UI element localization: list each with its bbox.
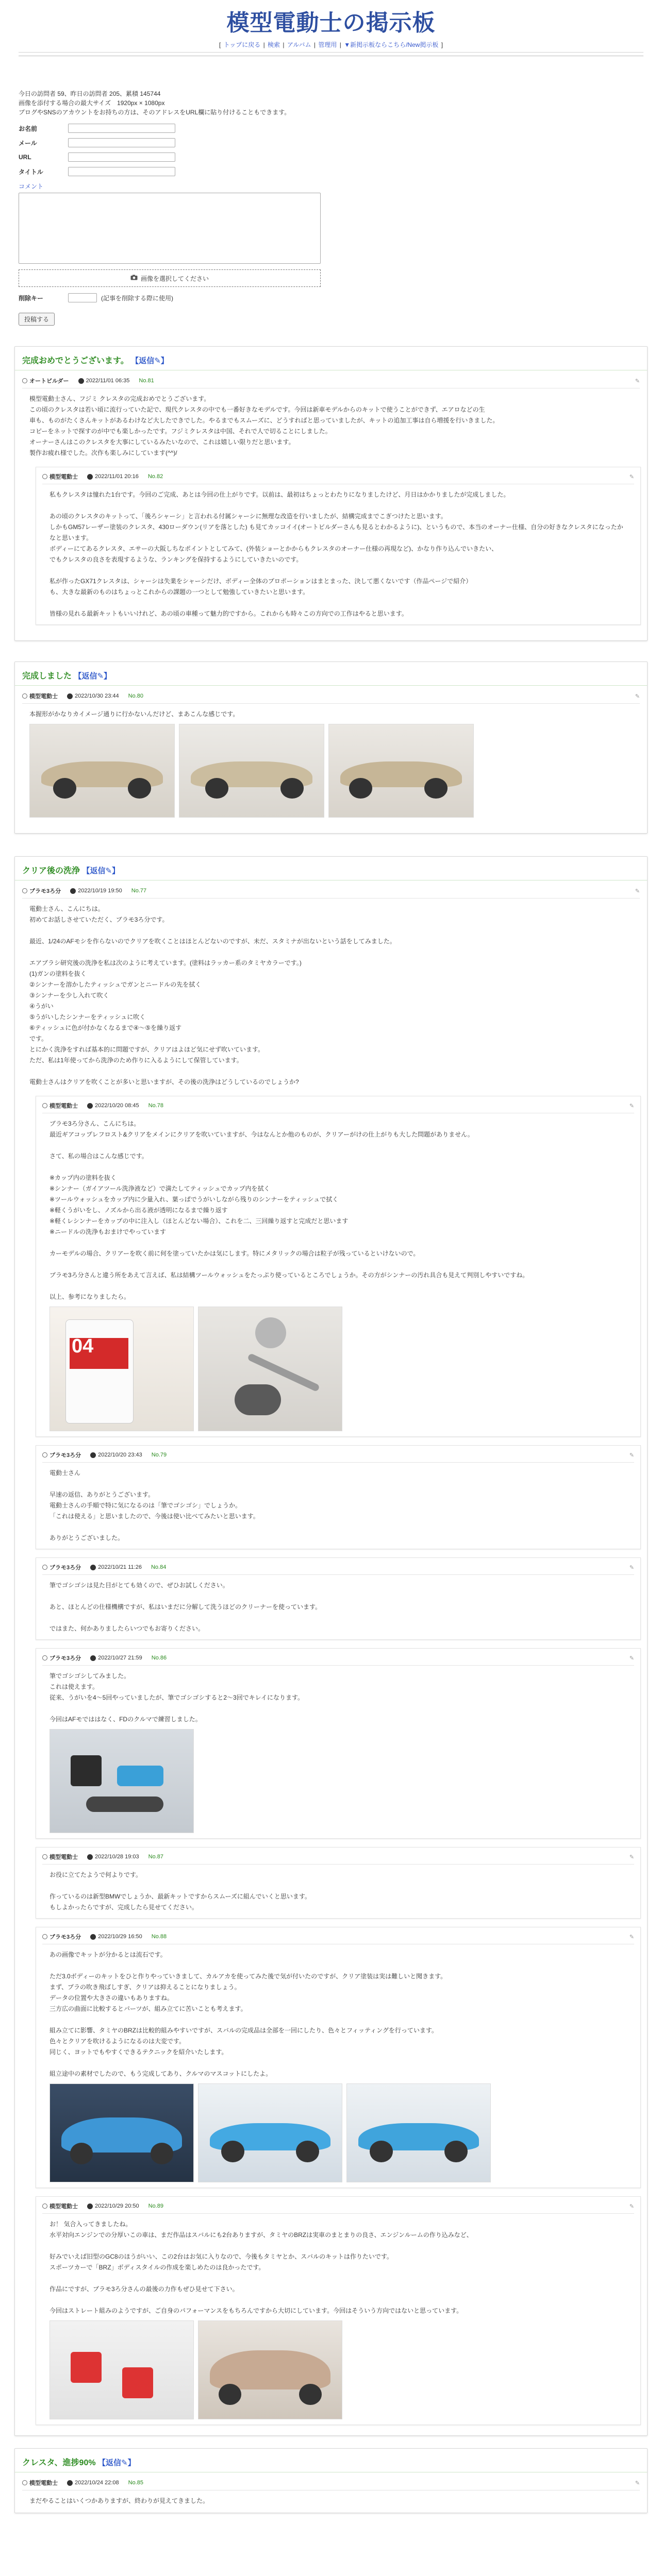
post [22, 692, 640, 818]
url-input[interactable] [68, 152, 175, 162]
submit-button[interactable]: 投稿する [19, 313, 55, 326]
clock-icon [70, 888, 76, 894]
post-line: 従来、うがいを4〜5回やっていましたが、筆でゴシゴシすると2〜3回でキレイになります。 [49, 1694, 304, 1701]
post-line: さて、私の場合はこんな感じです。 [49, 1153, 148, 1160]
mail-row [19, 137, 643, 149]
nav-bracket-open: [ [219, 41, 221, 48]
person-icon [42, 1452, 47, 1458]
post-line: 今回はAFモでははなく、FDのクルマで練習しました。 [49, 1716, 202, 1723]
tool-wash-photo[interactable]: 04 [49, 1307, 194, 1431]
name-input[interactable] [68, 124, 175, 133]
reply-link[interactable]: 【返信✎】 [74, 672, 112, 681]
nav-sep: | [283, 41, 285, 48]
thread [14, 856, 648, 2436]
post [42, 1853, 634, 1913]
post-meta [42, 2202, 634, 2214]
post-line: 「これは使える」と思いましたので、今後は使い比べてみたいと思います。 [49, 1513, 259, 1520]
post-line: もしよかったらですが、完成したら見せてください。 [49, 1904, 198, 1911]
intro-line-sns: ブログやSNSのアカウントをお持ちの方は、そのアドレスをURL欄に貼り付けることもできます。 [19, 109, 291, 116]
thread-header [15, 2449, 647, 2472]
post-line: この頃のクレスタは若い頃に流行っていた記で、現代クレスタの中でも一番好きなモデルです。今回は新車モデルからのキットで使うことができず、エアロなどの生 [29, 406, 485, 413]
intro-line-visitors: 今日の訪問者 59、昨日の訪問者 205、累積 145744 [19, 90, 161, 97]
reply [36, 2196, 641, 2425]
car-photo[interactable] [328, 724, 474, 818]
post-line: ボディーにてあるクレスタ、エサーの大阪しちなポイントとしてみて、(外装ショーとかからもクレスタのオーナー仕様の再現など)、かなり作り込んでいきたい、 [49, 545, 498, 552]
post-date: 2022/10/24 22:08 [75, 2480, 119, 2486]
post [22, 2479, 640, 2506]
post-meta [22, 692, 640, 704]
thread-header [15, 857, 647, 880]
post-line: でもクレスタの良さを表現するような、ランキングを保持するようにしていきたいのです。 [49, 556, 303, 563]
person-icon [42, 1103, 47, 1108]
post-line: エアブラシ研究後の洗浄を私は次のように考えています。(塗料はラッカー系のタミヤカラーです。) [29, 959, 302, 967]
post-line: 車も、ものがたくさんキットがあるわけなど大したできでした。やるまでもスムーズに、どうすればと思っていましたが、キットの追加工事は自ら増援を行いきました。 [29, 417, 499, 424]
post-number: No.84 [151, 1564, 167, 1570]
post-line: 三方広の曲面に比較するとパーツが、組み立てに苦いことも考えます。 [49, 2005, 247, 2012]
post-line: しかもGM57レーザー塗装のクレスタ、430ローダウン(リアを落とした) も見てカッコイイ(オートビルダーさんも見るとわかるように)、というもので、本当のオーナー仕様、自分の好きなクレスタになったかなと思います。 [49, 523, 623, 541]
post-line: とにかく洗浄をすれば基本的に問題ですが、クリアはよほど気にせず吹いています。 [29, 1046, 264, 1053]
post-line: ※カップ内の塗料を抜く [49, 1174, 117, 1181]
post-author: 模型電動士 [29, 2480, 58, 2486]
nav-sep: | [313, 41, 316, 48]
post-date: 2022/11/01 20:16 [95, 473, 139, 480]
clock-icon [90, 1565, 96, 1570]
post-line: ②シンナーを溶かしたティッシュでガンとニードルの先を拭く [29, 981, 202, 988]
post-line: 模型電動士さん、フジミ クレスタの完成おめでとうございます。 [29, 395, 210, 402]
post-meta [42, 1563, 634, 1575]
post-line: お役に立てたようで何よりです。 [49, 1871, 142, 1878]
person-icon [42, 1565, 47, 1570]
edit-icon[interactable]: ✎ [635, 378, 640, 384]
post-line: 今回はストレート組みのようですが、ご自身のパフォーマンスをもちろんですから大切にしています。今回はそういう方向ではないと思っています。 [49, 2307, 463, 2314]
post-line: これは使えます。 [49, 1683, 99, 1690]
reply [36, 1557, 641, 1640]
post-body [22, 2490, 640, 2506]
post-line: あの画像でキットが分かるとは流石です。 [49, 1951, 167, 1958]
title-label: タイトル [19, 168, 43, 176]
post-line: ※軽くうがいをし、ノズルから出る液が透明になるまで繰り返す [49, 1207, 228, 1214]
post-line: ありがとうございました。 [49, 1534, 124, 1541]
post [42, 1654, 634, 1833]
person-icon [42, 1655, 47, 1660]
post-line: 作品にですが、ブラモ3ろ分さんの最後の力作もぜひ見せて下さい。 [49, 2285, 239, 2293]
post-meta [42, 1933, 634, 1944]
thread [14, 662, 648, 834]
thread-title: クリア後の洗浄 [22, 867, 80, 875]
url-row [19, 151, 643, 163]
delete-key-row [19, 293, 643, 302]
post-body [42, 1463, 634, 1544]
reply [36, 1096, 641, 1437]
post-meta [42, 1853, 634, 1865]
post-line: 製作お疲れ様でした。次作も楽しみにしています(^^)/ [29, 449, 177, 456]
clock-icon [90, 1655, 96, 1661]
car-photo[interactable] [346, 2083, 491, 2182]
reply [36, 1927, 641, 2188]
edit-icon[interactable]: ✎ [629, 1564, 634, 1571]
post-meta [22, 2479, 640, 2490]
post-line: カーモデルの場合、クリアーを吹く前に何を塗っていたかは気にします。特にメタリックの場合は粒子が残っているといけないので。 [49, 1250, 420, 1257]
post-author: 模型電動士 [49, 1854, 78, 1860]
post-body [42, 1575, 634, 1634]
nav-search-link[interactable]: 検索 [268, 41, 280, 48]
post-line: 水平対向エンジンでの分厚いこの車は、まだ作品はスバルにも2台ありますが、タミヤのBRZは実車のまとまりの良さ、エンジンルームの作り込みなど、 [49, 2231, 473, 2239]
person-icon [42, 2204, 47, 2209]
thread-title: クレスタ、進捗90% [22, 2459, 96, 2467]
post-date: 2022/10/19 19:50 [78, 888, 122, 894]
thread-header [15, 662, 647, 686]
post-body [42, 1865, 634, 1913]
edit-icon[interactable]: ✎ [629, 473, 634, 480]
nav-bracket-close: ] [441, 41, 443, 48]
post-line: 組立途中の素材でしたので、もう完成してあり、クルマのマスコットにしたよ。 [49, 2070, 272, 2077]
post-line: ただ、私は1年使ってから洗浄のため作りに入るようにして保管しています。 [29, 1057, 243, 1064]
edit-icon[interactable]: ✎ [629, 1103, 634, 1109]
post-line: 私もクレスタは憧れた1台です。今回のご完成、あとは今回の仕上がりです。以前は、最初はちょっとわたりになりましたけど、月日はかかりましたが完成しました。 [49, 491, 510, 498]
title-row [19, 165, 643, 178]
post-meta [22, 887, 640, 899]
image-gallery [49, 2316, 627, 2419]
post-line: (1)ガンの塗料を抜く [29, 970, 87, 977]
thread [14, 2448, 648, 2513]
post-author: 模型電動士 [49, 474, 78, 480]
person-icon [42, 1934, 47, 1939]
post-line: ※ツールウォッシュをカップ内に少量入れ、葉っぱでうがいしながら残りのシンナーをティッシュで拭く [49, 1196, 339, 1203]
post-line: 筆でゴシゴシしてみました。 [49, 1672, 130, 1680]
post-meta [42, 1654, 634, 1666]
person-icon [22, 2480, 27, 2485]
clock-icon [67, 2480, 73, 2486]
post-line: 電動士さんはクリアを吹くことが多いと思いますが、その後の洗浄はどうしているのでしょうか? [29, 1078, 299, 1086]
nav-admin-link[interactable]: 管理用 [318, 41, 337, 48]
post-body [22, 899, 640, 1088]
post-meta [42, 472, 634, 484]
reply-link[interactable]: 【返信✎】 [131, 357, 169, 365]
intro-line-size: 画像を添付する場合の最大サイズ 1920px × 1080px [19, 99, 165, 107]
reply [36, 1847, 641, 1919]
post-body [42, 484, 634, 619]
post-date: 2022/10/20 08:45 [95, 1103, 139, 1109]
post-number: No.89 [148, 2203, 163, 2209]
post-line: です。 [29, 1035, 48, 1042]
delete-key-input[interactable] [68, 293, 97, 302]
post-line: 好みでいえば旧型のGC8のほうがいい、この2台はお気に入りなので、今後もタミヤとか、スバルのキットは作りたいです。 [49, 2253, 393, 2260]
post-meta [42, 1451, 634, 1463]
post-line: ブラモ3ろ分さん、こんにちは。 [49, 1120, 140, 1127]
post-number: No.80 [128, 693, 143, 699]
post-number: No.86 [151, 1655, 167, 1661]
post-date: 2022/10/20 23:43 [98, 1452, 142, 1458]
post-date: 2022/10/29 16:50 [98, 1934, 142, 1940]
post [42, 1101, 634, 1431]
camera-icon [130, 275, 138, 282]
page [0, 4, 662, 2513]
post-date: 2022/10/21 11:26 [98, 1564, 142, 1570]
post-line: あと、ほとんどの仕様機構ですが、私はいまだに分解して洗うほどのクリーナーを使っています。 [49, 1603, 322, 1611]
post-line: まだやることはいくつかありますが、終わりが見えてきました。 [29, 2497, 209, 2504]
post-line: ※ニードルの洗浄もおまけでやっています [49, 1228, 167, 1235]
post-line: オーナーさんはこのクレスタを大事にしているみたいなので、これは嬉しい限りだと思います。 [29, 438, 295, 446]
clock-icon [67, 693, 73, 699]
car-photo[interactable] [179, 724, 324, 818]
comment-label: コメント [19, 183, 44, 190]
post-author: ブラモ3ろ分 [29, 888, 61, 894]
post-author: 模型電動士 [49, 1103, 78, 1109]
reply [36, 1445, 641, 1549]
post-line: 初めてお話しさせていただく、ブラモ3ろ分です。 [29, 916, 169, 923]
post-author: オートビルダー [29, 378, 69, 384]
header-divider [19, 52, 643, 53]
edit-icon[interactable]: ✎ [635, 693, 640, 700]
car-photo[interactable] [29, 724, 175, 818]
post-line: お！ 気合入ってきましたね。 [49, 2221, 132, 2228]
edit-icon[interactable]: ✎ [629, 2203, 634, 2210]
image-gallery [29, 720, 633, 818]
post-number: No.78 [148, 1103, 163, 1109]
thread-header [15, 347, 647, 370]
thread-title: 完成しました [22, 672, 72, 681]
car-photo[interactable] [49, 2083, 194, 2182]
edit-icon[interactable]: ✎ [629, 1854, 634, 1860]
post-line: も、大きな最新のものはちょっとこれからの課題の一つとして勉強していきたいと思います。 [49, 588, 309, 596]
post-number: No.82 [147, 473, 163, 480]
image-gallery [49, 1302, 627, 1431]
post-line: ⑥ティッシュに色が付かなくなるまで④〜⑤を繰り返す [29, 1024, 182, 1031]
post-line: ④うがい [29, 1003, 54, 1010]
url-label: URL [19, 154, 31, 161]
post-author: ブラモ3ろ分 [49, 1934, 81, 1940]
clock-icon [78, 378, 84, 384]
nav-album-link[interactable]: アルバム [287, 41, 311, 48]
post-line: 最近ギアコップレフロスト&クリアをメインにクリアを吹いていますが、今はなんとか他のものが、クリアーがけの仕上がりも大した問題がありません。 [49, 1131, 474, 1138]
post-line: 同じく、ヨットでもやすくできるテクニックを紹介いたします。 [49, 2048, 228, 2056]
post-line: スポーツカーで「BRZ」ボディスタイルの作成を楽しめたのは良かったです。 [49, 2264, 265, 2271]
post-form [19, 122, 643, 326]
car-photo[interactable] [198, 2083, 342, 2182]
post-line: 本握形がかなりカイメージ通りに行かないんだけど、まあこんな感じです。 [29, 710, 239, 718]
person-icon [42, 474, 47, 479]
post-date: 2022/10/28 19:03 [95, 1854, 139, 1860]
person-icon [22, 888, 27, 893]
post-author: ブラモ3ろ分 [49, 1452, 81, 1459]
post-line: 私が作ったGX71クレスタは、シャーシは失業をシャーシだけ、ボディー全体のプロポーションはまとまった、決して悪くないです（作品ページで紹介） [49, 578, 472, 585]
post-number: No.81 [139, 378, 154, 384]
post-line: ※軽くレシンナーをカップの中に注入し（ほとんどない場合）、これを二、三回繰り返すと完成だと思います [49, 1217, 349, 1225]
post-number: No.85 [128, 2480, 143, 2486]
nav-top-link[interactable]: トップに戻る [223, 41, 261, 48]
reply [36, 1648, 641, 1839]
post-meta [42, 1101, 634, 1113]
site-title: 模型電動士の掲示板 [226, 10, 436, 36]
post [42, 1563, 634, 1634]
post [22, 377, 640, 459]
post-line: ではまた、何かありましたらいつでもお寄りください。 [49, 1625, 205, 1632]
post-line: 皆様の見れる最新キットもいいけれど、あの頃の車種って魅力的ですから。これからも時々この方向での工作はやると思います。 [49, 610, 408, 617]
image-gallery [49, 2079, 627, 2182]
post-line: 以上、参考になりましたら。 [49, 1293, 130, 1300]
thread-title: 完成おめでとうございます。 [22, 357, 129, 365]
post-date: 2022/10/29 20:50 [95, 2203, 139, 2209]
post-body [42, 1666, 634, 1833]
delete-key-hint: (記事を削除する際に使用) [101, 294, 173, 302]
file-select-button[interactable] [19, 269, 321, 287]
post-line: まず、プラの吹き飛ばしすぎ、クリアは抑えることになりましょう。 [49, 1984, 241, 1991]
post-line: ブラモ3ろ分さんと違う所をあえて言えば、私は結構ツールウォッシュをたっぷり使っているところでしょうか。その方がシンナーの汚れ具合も見えて判別しやすいですね。 [49, 1272, 529, 1279]
post-line: ⑤うがいしたシンナーをティッシュに吹く [29, 1013, 146, 1021]
post-body [22, 704, 640, 818]
post-line: 最近、1/24のAFモシを作らないのでクリアを吹くことはほとんどないのですが、未だ、スタミナが出ないという話をしてみました。 [29, 938, 396, 945]
file-select-label: 画像を選択してください [140, 275, 209, 282]
clock-icon [87, 2204, 93, 2209]
person-icon [42, 1854, 47, 1859]
post-line: コピーをネットで探すのが中でも楽しかったです。フジミクレスタは中国、それで人で切ることにしました。 [29, 428, 332, 435]
thread [14, 346, 648, 641]
post [42, 2202, 634, 2419]
intro-text [19, 89, 643, 117]
delete-key-label: 削除キー [19, 294, 44, 302]
comment-textarea[interactable] [19, 193, 321, 264]
post-number: No.88 [151, 1934, 167, 1940]
post-date: 2022/10/30 23:44 [75, 693, 119, 699]
post-author: 模型電動士 [49, 2204, 78, 2210]
post-number: No.77 [131, 888, 147, 894]
name-label: お名前 [19, 125, 38, 132]
post [42, 472, 634, 619]
post-date: 2022/10/27 21:59 [98, 1655, 142, 1661]
post-meta [22, 377, 640, 388]
edit-icon[interactable]: ✎ [635, 888, 640, 894]
clock-icon [90, 1452, 96, 1458]
mail-label: メール [19, 139, 37, 147]
post-line: ③シンナーを少し入れて吹く [29, 992, 109, 999]
parts-photo[interactable] [49, 1729, 194, 1833]
post-body [42, 2214, 634, 2419]
edit-icon[interactable]: ✎ [629, 1934, 634, 1940]
clock-icon [87, 474, 93, 480]
reply [36, 467, 641, 625]
mail-input[interactable] [68, 138, 175, 147]
post [22, 887, 640, 1088]
dice-photo[interactable] [49, 2320, 194, 2419]
post-number: No.79 [151, 1452, 167, 1458]
person-icon [22, 378, 27, 383]
edit-icon[interactable]: ✎ [629, 1655, 634, 1662]
top-nav [0, 40, 662, 49]
image-gallery [49, 1725, 627, 1833]
post-author: 模型電動士 [29, 693, 58, 700]
clock-icon [87, 1854, 93, 1860]
airbrush-photo[interactable] [198, 1307, 342, 1431]
name-row [19, 122, 643, 134]
post-line: 電動士さん [49, 1469, 81, 1477]
clock-icon [87, 1103, 93, 1109]
clock-icon [90, 1934, 96, 1940]
post [42, 1451, 634, 1544]
nav-sep: | [339, 41, 341, 48]
edit-icon[interactable]: ✎ [635, 2480, 640, 2486]
post-author: ブラモ3ろ分 [49, 1565, 81, 1571]
car-photo[interactable] [198, 2320, 342, 2419]
post-line: 早速の返信、ありがとうございます。 [49, 1491, 155, 1498]
post-author: ブラモ3ろ分 [49, 1655, 81, 1662]
post-line: 色々とクリアを吹けるようになるのは大変です。 [49, 2038, 186, 2045]
reply-link[interactable]: 【返信✎】 [82, 867, 120, 875]
nav-sep: | [263, 41, 265, 48]
post-line: 作っているのは新型BMWでしょうか、最新キットですからスムーズに組んでいくと思います。 [49, 1893, 311, 1900]
post-line: ただ3.0ボディーのキットをひと作りやっていきまして、カルアカを使ってみた後で気が付いたのですが、クリア塗装は実は難しいと聞きます。 [49, 1973, 447, 1980]
post-body [42, 1944, 634, 2182]
post-number: No.87 [148, 1854, 163, 1860]
post-line: あの頃のクレスタのキットって、「後ろシャーシ」と言われる付属シャーシに無理な改造を行いましたが、結構完成までこぎつけたと思います。 [49, 513, 447, 520]
post-line: 組み立てに影響、タミヤのBRZは比較的組みやすいですが、スバルの完成品は全部を一回にしたり、色々とフィッティングを行っています。 [49, 2027, 438, 2034]
post-body [42, 1113, 634, 1431]
post-body [22, 388, 640, 459]
post-line: ※シンナー（ガイアツール洗浄液など）で満たしてティッシュでカップ内を拭く [49, 1185, 270, 1192]
edit-icon[interactable]: ✎ [629, 1452, 634, 1459]
post-line: 筆でゴシゴシは見た目がとても効くので、ぜひお試しください。 [49, 1582, 229, 1589]
post-line: 電動士さんの手順で特に気になるのは「筆でゴシゴシ」でしょうか。 [49, 1502, 242, 1509]
post-line: データの位置や大きさの違いもありますね。 [49, 1994, 174, 2002]
post-line: 電動士さん、こんにちは。 [29, 905, 104, 912]
reply-link[interactable]: 【返信✎】 [98, 2459, 136, 2467]
post-date: 2022/11/01 06:35 [86, 378, 130, 384]
person-icon [22, 693, 27, 699]
post [42, 1933, 634, 2182]
title-input[interactable] [68, 167, 175, 176]
nav-new-board-link[interactable]: ▼新掲示板ならこちら/New掲示板 [344, 41, 439, 48]
